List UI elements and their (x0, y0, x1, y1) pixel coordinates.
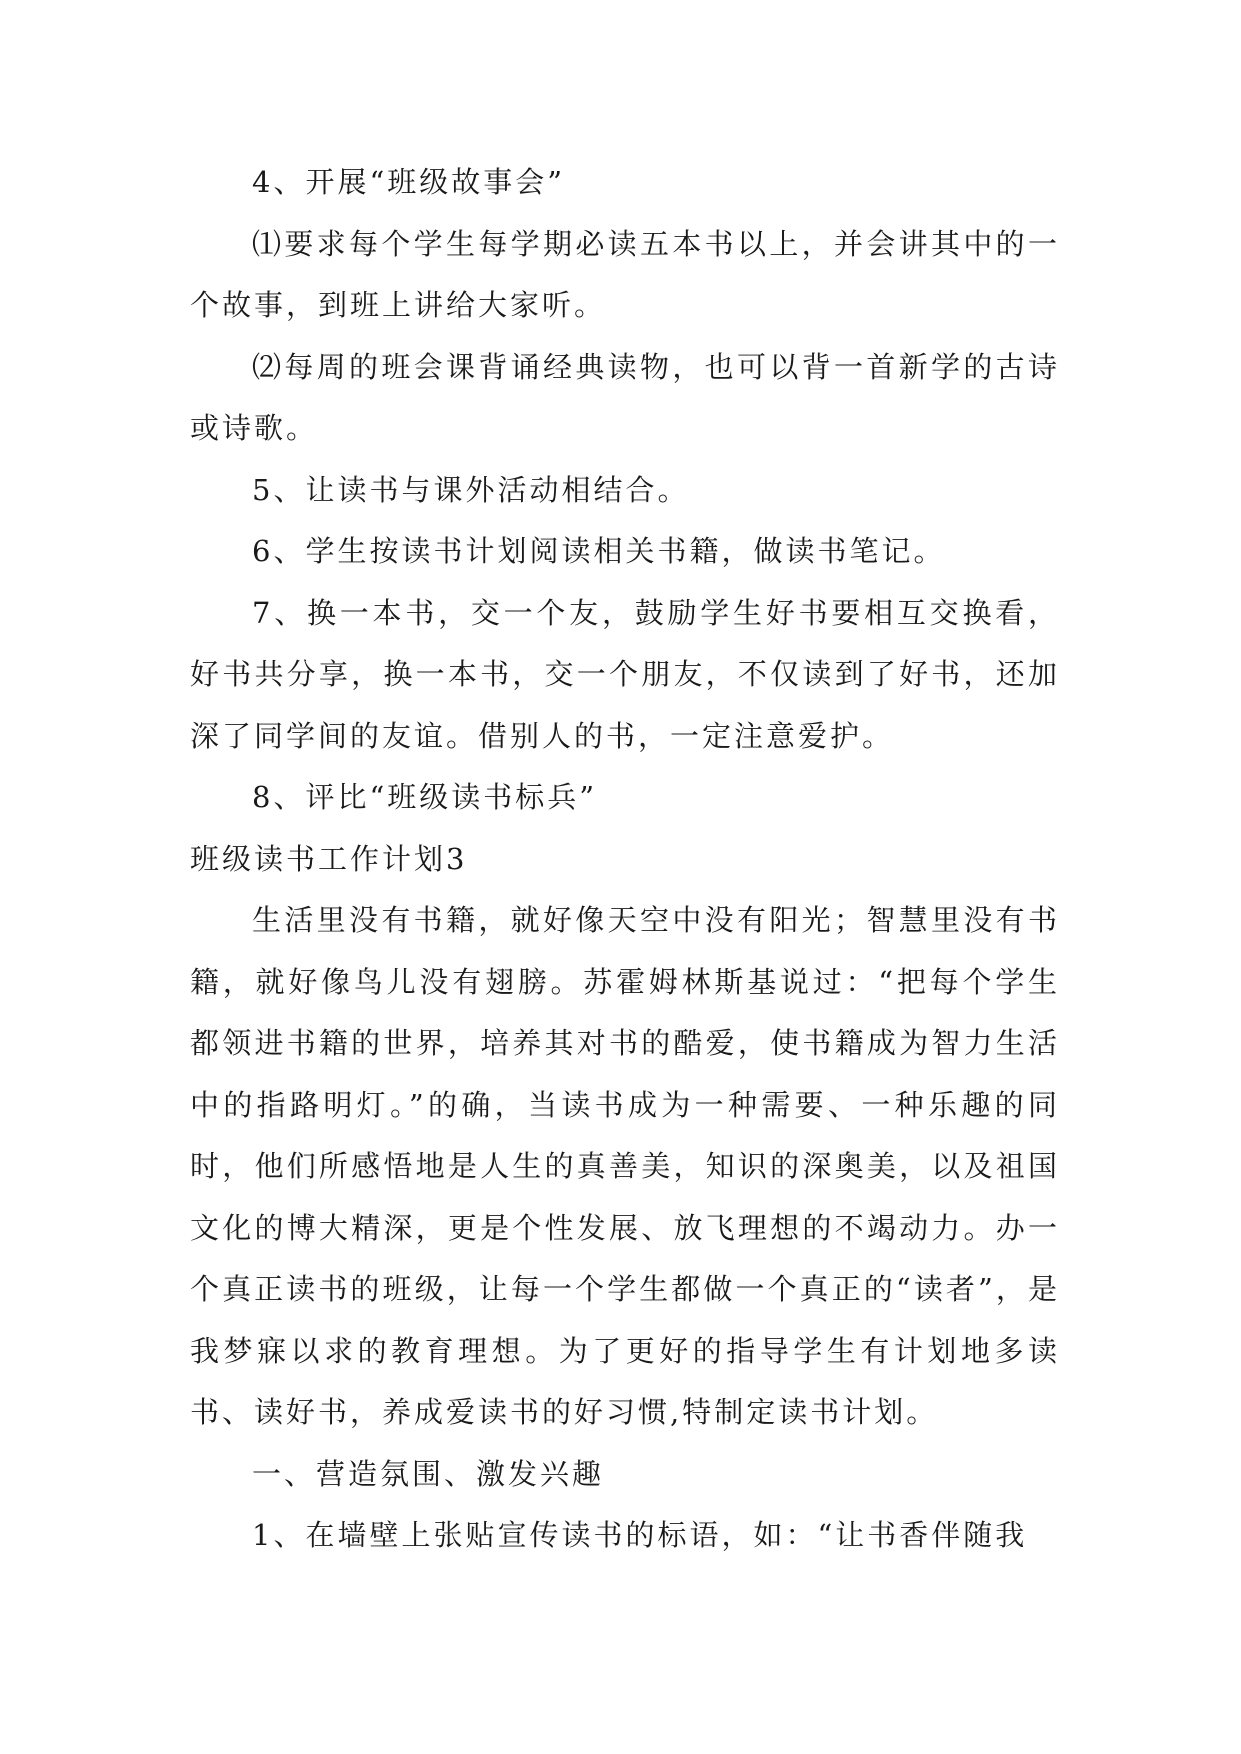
paragraph-item-6: 6、学生按读书计划阅读相关书籍，做读书笔记。 (252, 534, 946, 568)
paragraph-intro: 生活里没有书籍，就好像天空中没有阳光；智慧里没有书籍，就好像鸟儿没有翅膀。苏霍姆林斯基说过：“把每个学生都领进书籍的世界，培养其对书的酷爱，使书籍成为智力生活中的指路明灯。”的确，当读书成为一种需要、一种乐趣的同时，他们所感悟地是人生的真善美，知识的深奥美，以及祖国文化的博大精深，更是个性发展、放飞理想的不竭动力。办一个真正读书的班级，让每一个学生都做一个真正的“读者”，是我梦寐以求的教育理想。为了更好的指导学生有计划地多读书、读好书，养成爱读书的好习惯,特制定读书计划。 (190, 903, 1060, 1429)
paragraph-section-1-item-1: 1、在墙壁上张贴宣传读书的标语，如：“让书香伴随我 (252, 1518, 1028, 1552)
section-heading: 班级读书工作计划3 (190, 841, 468, 876)
paragraph-item-7: 7、换一本书，交一个友，鼓励学生好书要相互交换看，好书共分享，换一本书，交一个朋友，不仅读到了好书，还加深了同学间的友谊。借别人的书，一定注意爱护。 (190, 595, 1060, 753)
paragraph-item-4: 4、开展“班级故事会” (252, 165, 566, 199)
paragraph-sub-2: ⑵每周的班会课背诵经典读物，也可以背一首新学的古诗或诗歌。 (190, 349, 1060, 445)
paragraph-item-8: 8、评比“班级读书标兵” (252, 780, 598, 814)
paragraph-sub-1: ⑴要求每个学生每学期必读五本书以上，并会讲其中的一个故事，到班上讲给大家听。 (190, 226, 1060, 322)
paragraph-item-5: 5、让读书与课外活动相结合。 (252, 472, 690, 507)
document-body (190, 152, 1060, 1567)
paragraph-section-1: 一、营造氛围、激发兴趣 (252, 1456, 605, 1491)
